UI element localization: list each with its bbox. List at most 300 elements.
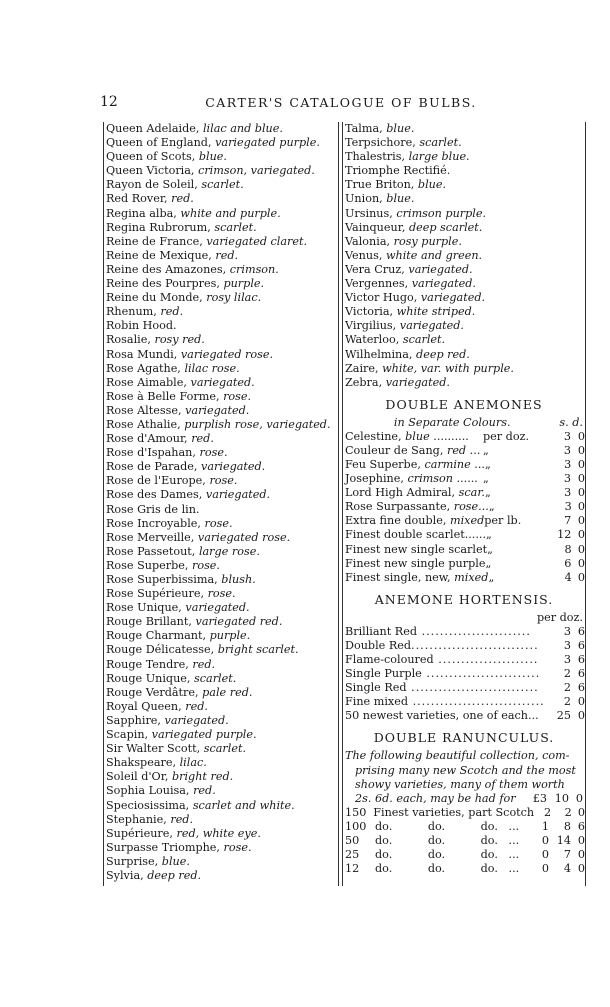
list-item [104,305,336,319]
bulb-name: Zebra, [345,375,383,389]
list-item [104,841,336,855]
bulb-description: scarlet and white. [192,798,295,812]
bulb-name: Soleil d'Or, [106,770,169,784]
bulb-description: red. [215,248,239,262]
list-item [343,136,585,150]
quantity-cell: 25 [345,848,360,862]
pence-cell: 0 [577,556,585,570]
bulb-name: Reine du Monde, [106,291,203,305]
bulb-name: Zaire, [345,361,379,375]
list-item [343,319,585,333]
bulb-name: Rose d'Ispahan, [106,446,196,460]
list-item [343,122,585,136]
shillings-cell: 8 [564,542,572,556]
bulb-description: blue. [198,150,227,164]
variety-colour: scar. [458,486,485,500]
bulb-description: scarlet. [419,136,462,150]
bulb-description: scarlet. [214,220,257,234]
variety-cell [345,709,549,723]
bulb-description: lilac rose. [184,361,240,375]
per-doz-label: per doz. [536,610,583,624]
pounds-cell: 0 [541,834,549,848]
list-item [343,376,585,390]
list-item [343,333,585,347]
variety-cell [345,514,484,528]
list-item [343,192,585,206]
bulb-name: Stephanie, [106,812,167,826]
bulb-name: Rosalie, [106,333,151,347]
col-s: s. [559,415,569,429]
bulb-name: Surpasse Triomphe, [106,840,220,854]
bulb-description: scarlet. [194,671,237,685]
list-item [343,277,585,291]
table-row [343,557,585,571]
table-row [343,834,585,848]
bulb-description: red. [193,784,216,798]
variety-name: Lord High Admiral, [345,486,456,500]
quantity-cell: 150 [345,805,367,819]
bulb-description: scarlet. [203,742,246,756]
anemone-hortensis-table [343,625,585,724]
list-item [104,672,336,686]
unit-cell: per lb. [484,514,522,528]
variety-cell [345,543,487,557]
unit-cell: „ [488,500,495,514]
list-item [104,319,336,333]
pence-cell: 6 [577,653,585,666]
bulb-description: red. [192,657,216,671]
ranunculus-description [343,749,585,805]
bulb-description: red. [191,432,214,446]
variety-name: Flame-coloured [345,653,434,666]
unit-cell: „ [488,570,495,584]
list-item [104,221,336,235]
variety-name: Finest new single scarlet [345,542,488,556]
variety-cell [345,557,485,571]
variety-cell [345,653,549,667]
bulb-description: white and purple. [180,206,281,220]
bulb-name: Sophia Louisa, [106,784,190,798]
bulb-description: blue. [386,192,415,206]
shillings-cell: 7 [563,848,571,862]
bulb-description: variegated. [408,262,473,276]
list-item [104,263,336,277]
variety-cell [345,486,485,500]
leader-dots: ... [470,457,485,471]
bulb-name: Rose Athalie, [106,417,181,431]
bulb-name: Rose Superbissima, [106,573,218,586]
variety-name: Finest double scarlet...... [345,528,487,542]
bulb-name: Rose d'Amour, [106,432,188,446]
bulb-description: scarlet. [402,333,446,347]
list-item [343,348,585,362]
bulb-description: purple. [223,277,265,291]
bulb-name: Ursinus, [345,206,393,220]
bulb-description: variegated rose. [197,530,291,544]
list-item [104,728,336,742]
bulb-description: blue. [161,854,190,868]
leader-dots: ........................ [417,624,531,638]
bulb-name: Rose Agathe, [106,361,181,375]
list-item [343,249,585,263]
quantity-cell: 12 [345,862,360,876]
bulb-name: Valonia, [345,234,391,248]
leader-dots: ...... [452,472,478,486]
shillings-cell: 12 [557,528,572,542]
bulb-description: scarlet. [201,178,244,192]
bulb-description: red. [185,699,208,713]
variety-name: Finest new single purple [345,556,486,570]
list-item [104,643,336,657]
bulb-name: Rouge Tendre, [106,657,189,671]
variety-cell [345,667,549,681]
list-item [104,869,336,883]
variety-name: Double Red [345,638,412,652]
bulb-description: purple. [209,629,251,643]
bulb-name: Rose Supérieure, [106,587,205,601]
bulb-name: Vera Cruz, [345,262,405,276]
list-item [104,136,336,150]
bulb-description: crimson. [229,262,279,276]
list-item [104,756,336,770]
page-number: 12 [100,94,118,110]
para-line: prising many new Scotch and the most [355,763,576,777]
bulb-description: deep red. [416,347,470,361]
pence-cell: 0 [577,709,585,723]
table-row [343,848,585,862]
list-item [104,714,336,728]
bulb-description: crimson, variegated. [198,164,315,178]
table-row [343,806,585,820]
para-line: showy varieties, many of them worth [355,777,565,791]
bulb-name: Vergennes, [345,277,409,291]
list-item [104,235,336,249]
bulb-name: Virgilius, [345,319,397,333]
bulb-name: Queen of England, [106,136,212,150]
list-item [104,277,336,291]
list-item [104,150,336,164]
variety-cell: Finest varieties, part Scotch [373,805,535,819]
bulb-name: Rose à Belle Forme, [106,389,220,403]
leader-dots: ............................. [408,695,545,709]
price-l: £3 [532,791,547,805]
pence-cell: 0 [577,486,585,500]
shillings-cell: 7 [564,514,572,528]
variety-colour: mixed [454,570,489,584]
shillings-cell: 4 [563,862,571,876]
bulb-name: Rose Unique, [106,601,182,615]
bulb-name: Thalestris, [345,150,405,164]
table-row [343,500,585,514]
bulb-name: Rose Passetout, [106,544,196,558]
bulb-description: rose. [207,587,236,601]
list-item [104,813,336,827]
bulb-name: Union, [345,192,383,206]
para-line: 2s. 6d. each, may be had for [355,791,516,805]
bulb-description: purplish rose, variegated. [184,417,331,431]
list-item [104,488,336,502]
shillings-cell: 3 [563,429,571,443]
unit-cell: „ [485,556,492,570]
leader-dots: .......... [429,429,469,443]
bulb-description: blue. [386,122,415,135]
table-row [343,543,585,557]
shillings-cell: 2 [563,667,571,681]
bulb-name: Queen Victoria, [106,164,195,178]
variety-cell [345,571,488,585]
bulb-description: variegated purple. [151,728,257,742]
pounds-cell: 1 [541,819,549,833]
pounds-cell: 0 [541,862,549,876]
shillings-cell: 6 [564,556,572,570]
pence-cell: 0 [577,528,585,542]
pence-cell: 6 [577,667,585,681]
table-row [343,514,585,528]
list-item [104,742,336,756]
bulb-description: pale red. [202,685,253,699]
unit-cell: „ [484,457,491,471]
pounds-cell: 0 [541,848,549,862]
bulb-name: Scapin, [106,728,149,742]
list-item [343,291,585,305]
bulb-description: bright red. [171,770,234,784]
list-item [104,531,336,545]
bulb-name: Talma, [345,122,383,135]
variety-colour: crimson [407,472,453,486]
bulb-description: variegated. [185,403,250,417]
price-d: 0 [575,791,583,805]
pence-cell: 0 [577,695,585,709]
bulb-name: Rhenum, [106,305,157,319]
table-row [343,820,585,834]
bulb-description: variegated. [164,713,229,727]
leader-dots: ...................... [433,653,539,666]
bulb-name: True Briton, [345,178,415,192]
list-item [104,686,336,700]
pence-cell: 0 [577,834,585,848]
pence-cell: 6 [577,638,585,652]
bulb-name: Terpsichore, [345,136,416,150]
unit-cell: „ [483,443,489,457]
leader-dots: ............................ [406,681,539,695]
pence-cell: 0 [577,862,585,876]
list-item [104,446,336,460]
bulb-name: Queen Adelaide, [106,122,200,135]
table-row [343,486,585,500]
bulb-name: Rose Merveille, [106,530,195,544]
list-item [104,615,336,629]
list-item [104,432,336,446]
variety-name: Rose Surpassante, [345,500,451,514]
bulb-description: lilac and blue. [202,122,283,135]
variety-name: Single Purple [345,667,422,681]
pence-cell: 0 [577,500,585,514]
variety-cell: do. do. do. ... [375,819,520,833]
variety-cell [345,625,549,639]
shillings-cell: 3 [563,653,571,666]
list-item [343,362,585,376]
table-row [343,458,585,472]
bulb-name: Queen of Scots, [106,150,196,164]
shillings-cell: 14 [556,834,571,848]
variety-name: Finest single, new, [345,570,451,584]
list-item [343,164,585,178]
bulb-name: Rose Superbe, [106,558,189,572]
unit-cell: „ [485,486,491,500]
list-item [104,573,336,587]
bulb-name: Rose Incroyable, [106,516,201,530]
bulb-description: rosy lilac. [206,291,262,305]
bulb-description: deep scarlet. [408,220,483,234]
shillings-cell: 3 [563,624,571,638]
bulb-description: red. [170,812,194,826]
left-column-bulb-list [103,122,336,886]
variety-cell: do. do. do. ... [375,834,520,848]
bulb-description: red. [171,192,194,206]
pence-cell: 6 [577,624,585,638]
bulb-description: variegated purple. [215,136,320,150]
bulb-name: Waterloo, [345,333,400,347]
variety-cell [345,695,549,709]
variety-cell [345,639,549,653]
bulb-name: Surprise, [106,854,159,868]
bulb-description: rosy red. [154,333,205,347]
bulb-name: Rose Aimable, [106,375,187,389]
bulb-description: variegated. [185,601,250,615]
leader-dots: ............................ [411,638,539,652]
list-item [343,263,585,277]
variety-cell [345,458,485,472]
list-item [104,827,336,841]
bulb-name: Triomphe Rectifié. [345,164,451,178]
list-item [104,700,336,714]
variety-name: 50 newest varieties, one of each... [345,709,539,723]
bulb-name: Sylvia, [106,868,144,882]
bulb-name: Victor Hugo, [345,291,418,305]
bulb-name: Reine de Mexique, [106,248,212,262]
bulb-name: Sir Walter Scott, [106,742,201,756]
list-item [104,601,336,615]
bulb-description: variegated claret. [206,234,308,248]
pence-cell: 0 [577,514,586,528]
shillings-cell: 3 [563,472,571,486]
pence-cell: 0 [577,570,585,584]
variety-name: Single Red [345,681,407,695]
bulb-description: white and green. [385,248,483,262]
table-row [343,571,585,585]
variety-name: Celestine, [345,429,402,443]
quantity-cell: 100 [345,819,367,833]
bulb-description: variegated. [420,291,486,305]
double-anemones-heading: DOUBLE ANEMONES [385,396,543,412]
bulb-name: Red Rover, [106,192,168,206]
bulb-name: Vainqueur, [345,220,406,234]
double-anemones-subtitle: in Separate Colours. [393,415,511,429]
table-row [343,667,585,681]
bulb-description: rose. [223,389,252,403]
list-item [104,545,336,559]
bulb-description: rose. [223,840,252,854]
bulb-name: Supérieure, [106,826,173,840]
list-item [104,418,336,432]
bulb-description: variegated. [205,488,271,502]
bulb-name: Shakspeare, [106,756,177,770]
unit-cell: „ [483,472,489,486]
variety-colour: mixed [449,514,485,528]
price-s: 10 [554,791,569,805]
double-ranunculus-table [343,806,585,876]
bulb-description: rose. [199,446,228,460]
bulb-description: rose. [209,474,238,488]
bulb-description: blue. [417,178,447,192]
bulb-name: Reine des Pourpres, [106,277,220,291]
list-item [104,192,336,206]
pence-cell: 0 [577,472,585,486]
table-row [343,472,585,486]
bulb-description: red, white eye. [176,826,261,840]
bulb-name: Rouge Délicatesse, [106,643,215,657]
pence-cell: 0 [577,848,585,862]
bulb-name: Rosa Mundi, [106,347,178,361]
bulb-description: large blue. [408,150,470,164]
shillings-cell: 2 [563,681,571,695]
bulb-name: Rose de l'Europe, [106,474,206,488]
list-item [104,178,336,192]
table-row [343,862,585,876]
variety-cell [345,472,483,486]
list-item [104,291,336,305]
pence-cell: 0 [577,542,585,556]
unit-cell: „ [486,528,492,542]
shillings-cell: 2 [563,695,571,709]
bulb-description: bright scarlet. [217,643,299,657]
table-row [343,625,585,639]
variety-cell: do. do. do. ... [375,862,520,876]
variety-cell: do. do. do. ... [375,848,520,862]
list-item [343,305,585,319]
bulb-description: blush. [221,573,256,586]
bulb-name: Reine des Amazones, [106,262,227,276]
list-item [343,221,585,235]
list-item [343,235,585,249]
bulb-name: Rose de Parade, [106,460,198,474]
bulb-name: Rouge Charmant, [106,629,207,643]
shillings-cell: 3 [564,457,572,471]
shillings-cell: 25 [556,709,571,723]
bulb-description: deep red. [147,868,202,882]
para-line: The following beautiful collection, com- [345,749,570,763]
list-item [104,333,336,347]
list-item [104,164,336,178]
shillings-cell: 2 [564,805,572,819]
bulb-name: Rouge Verdâtre, [106,685,199,699]
variety-name: Brilliant Red [345,624,418,638]
bulb-description: white, var. with purple. [382,361,514,375]
quantity-cell: 50 [345,834,360,848]
variety-name: Feu Superbe, [345,457,421,471]
list-item [104,376,336,390]
bulb-name: Regina Rubrorum, [106,220,211,234]
list-item [104,348,336,362]
table-row [343,528,585,542]
bulb-description: variegated red. [195,615,283,629]
table-row [343,430,585,444]
bulb-description: rosy purple. [393,234,462,248]
list-item [104,559,336,573]
list-item [104,390,336,404]
unit-cell: „ [487,542,493,556]
leader-dots: ......................... [421,667,541,681]
